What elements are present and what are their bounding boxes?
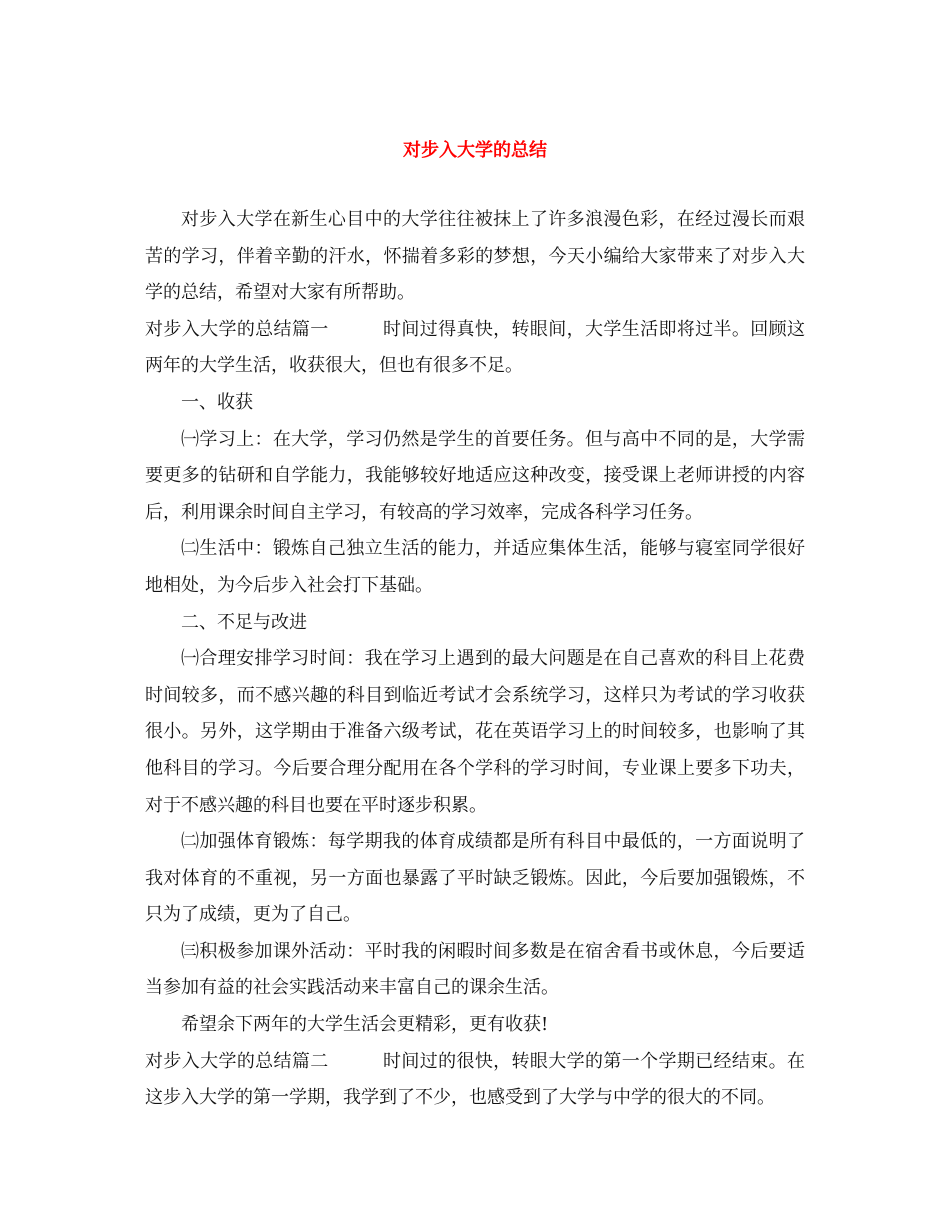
intro-paragraph: 对步入大学在新生心目中的大学往往被抹上了许多浪漫色彩，在经过漫长而艰苦的学习，伴着辛勤的汗水，怀揣着多彩的梦想，今天小编给大家带来了对步入大学的总结，希望对大家有所帮助。 <box>145 209 805 304</box>
closing-paragraph: 希望余下两年的大学生活会更精彩，更有收获! <box>181 1014 549 1036</box>
document-title: 对步入大学的总结 <box>403 140 547 161</box>
part1-heading: 对步入大学的总结篇一 <box>145 318 329 340</box>
part2-heading: 对步入大学的总结篇二 <box>145 1050 329 1072</box>
section2-heading: 二、不足与改进 <box>181 611 307 633</box>
part2-paragraph <box>145 1044 805 1117</box>
improve-sports-paragraph: ㈡加强体育锻炼：每学期我的体育成绩都是所有科目中最低的，一方面说明了我对体育的不重视，另一方面也暴露了平时缺乏锻炼。因此，今后要加强锻炼，不只为了成绩，更为了自己。 <box>145 831 805 926</box>
document-body <box>145 202 805 1117</box>
improve-activities-paragraph: ㈢积极参加课外活动：平时我的闲暇时间多数是在宿舍看书或休息，今后要适当参加有益的社会实践活动来丰富自己的课余生活。 <box>145 940 805 999</box>
part2-intro: 时间过的很快，转眼大学的第一个学期已经结束。在这步入大学的第一学期，我学到了不少，也感受到了大学与中学的很大的不同。 <box>145 1050 806 1109</box>
part1-paragraph <box>145 312 805 385</box>
improve-time-paragraph: ㈠合理安排学习时间：我在学习上遇到的最大问题是在自己喜欢的科目上花费时间较多，而不感兴趣的科目到临近考试才会系统学习，这样只为考试的学习收获很小。另外，这学期由于准备六级考试，花在英语学习上的时间较多，也影响了其他科目的学习。今后要合理分配用在各个学科的学习时间，专业课上要多下功夫，对于不感兴趣的科目也要在平时逐步积累。 <box>145 648 805 816</box>
section1-heading: 一、收获 <box>181 391 253 413</box>
gain-life-paragraph: ㈡生活中：锻炼自己独立生活的能力，并适应集体生活，能够与寝室同学很好地相处，为今后步入社会打下基础。 <box>145 538 805 596</box>
gain-study-paragraph: ㈠学习上：在大学，学习仍然是学生的首要任务。但与高中不同的是，大学需要更多的钻研和自学能力，我能够较好地适应这种改变，接受课上老师讲授的内容后，利用课余时间自主学习，有较高的学习效率，完成各科学习任务。 <box>145 428 805 523</box>
part1-intro: 时间过得真快，转眼间，大学生活即将过半。回顾这两年的大学生活，收获很大，但也有很多不足。 <box>145 318 806 377</box>
